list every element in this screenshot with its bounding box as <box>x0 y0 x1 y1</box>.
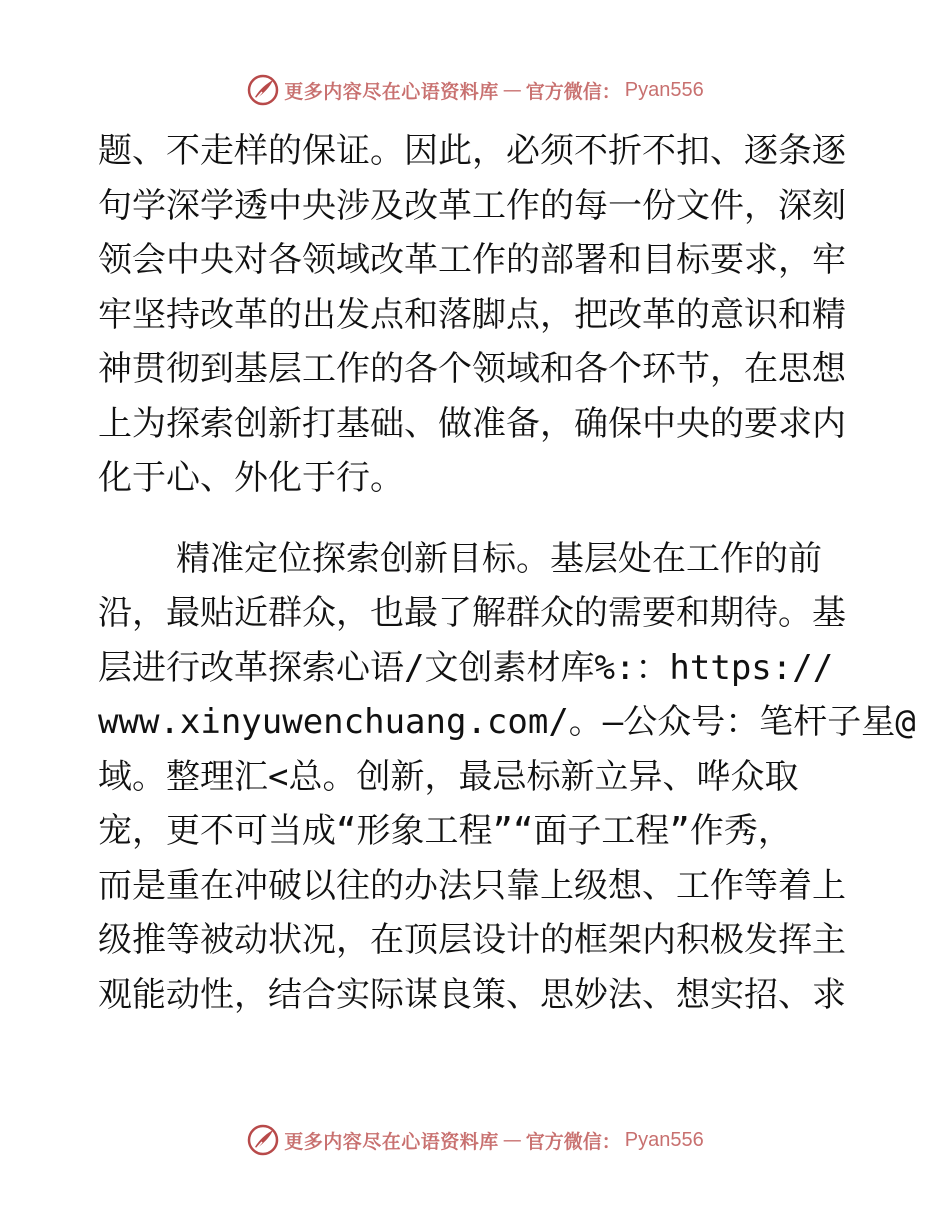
text-line: 上为探索创新打基础、做准备，确保中央的要求内 <box>98 403 846 444</box>
quill-logo-icon <box>246 1123 280 1157</box>
text-line: 领会中央对各领域改革工作的部署和目标要求，牢 <box>98 240 846 280</box>
footer-watermark <box>0 1120 950 1160</box>
text-line: 层进行改革探索心语/文创素材库%:：https:// <box>98 647 834 688</box>
quill-logo-icon <box>246 73 280 107</box>
text-line: 级推等被动状况，在顶层设计的框架内积极发挥主 <box>98 920 846 960</box>
watermark-dash: — <box>502 1129 522 1151</box>
paragraph-gap <box>98 506 858 532</box>
watermark-wechat-label: 官方微信： <box>525 1130 621 1153</box>
text-line: 沿，最贴近群众，也最了解群众的需要和期待。基 <box>98 593 846 633</box>
watermark-site-text: 更多内容尽在心语资料库 <box>284 80 499 103</box>
text-line: 而是重在冲破以往的办法只靠上级想、工作等着上 <box>98 865 846 906</box>
watermark-site-text: 更多内容尽在心语资料库 <box>284 1130 499 1153</box>
watermark-wechat-label: 官方微信： <box>525 80 621 103</box>
body-text <box>98 124 916 1022</box>
text-line: 观能动性，结合实际谋良策、思妙法、想实招、求 <box>98 974 846 1015</box>
watermark-wechat-id: Pyan556 <box>624 1128 704 1151</box>
watermark-group <box>246 73 704 107</box>
text-line: 神贯彻到基层工作的各个领域和各个环节，在思想 <box>98 349 846 389</box>
text-line: 化于心、外化于行。 <box>98 458 404 498</box>
watermark-dash: — <box>502 79 522 101</box>
text-line: www.xinyuwenchuang.com/。—公众号：笔杆子星@ <box>98 702 916 742</box>
text-line: 精准定位探索创新目标。基层处在工作的前 <box>176 538 822 579</box>
watermark-wechat-id: Pyan556 <box>624 78 704 101</box>
paragraph-1 <box>98 124 858 506</box>
paragraph-2 <box>98 532 916 1023</box>
text-line: 域。整理汇<总。创新，最忌标新立异、哗众取 <box>98 756 799 797</box>
watermark-group <box>246 1123 704 1157</box>
text-line: 题、不走样的保证。因此，必须不折不扣、逐条逐 <box>98 131 846 171</box>
header-watermark <box>0 70 950 110</box>
text-line: 句学深学透中央涉及改革工作的每一份文件，深刻 <box>98 185 846 226</box>
text-line: 牢坚持改革的出发点和落脚点，把改革的意识和精 <box>98 294 846 335</box>
text-line: 宠，更不可当成“形象工程”“面子工程”作秀， <box>98 811 792 851</box>
